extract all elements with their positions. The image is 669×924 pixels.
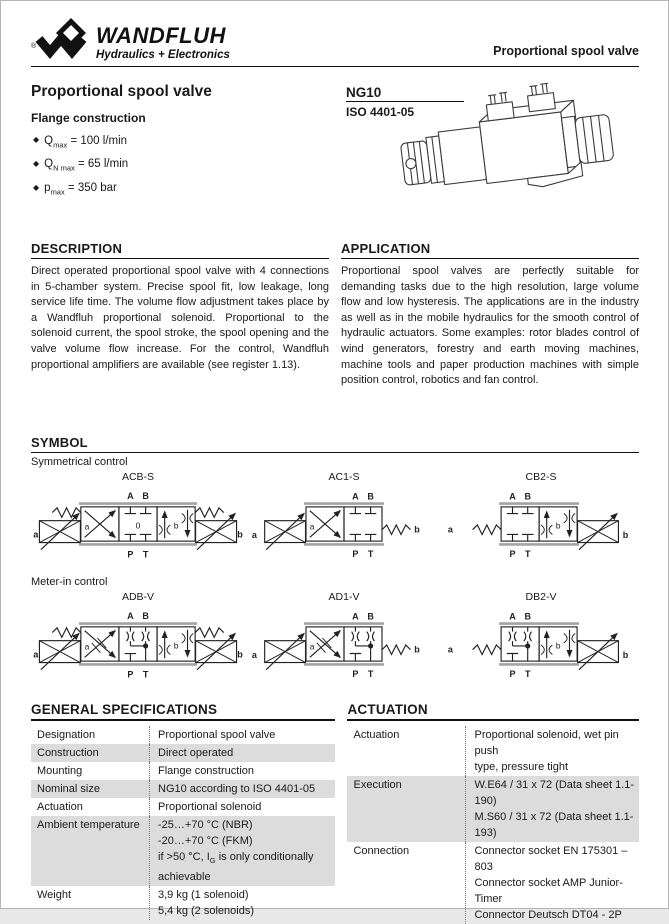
symbol-label: ADB-V (121, 591, 155, 603)
symbol-label: ACB-S (121, 471, 155, 483)
svg-text:a: a (33, 649, 39, 660)
spec-row (31, 762, 335, 780)
svg-text:b: b (622, 530, 629, 541)
description-body: Direct operated proportional spool valve with 4 connections in 5-chamber system. Precise spool fit, low leakage, long service life time. The volume flow adjustment takes place by a Wandfluh proportional solenoid. Proportional to the solenoid current, the spool stroke, the spool opening and the valve volume flow increase. For the control, Wandfluh proportional amplifiers are available (see register 1.13). (31, 265, 329, 371)
svg-text:A: A (352, 611, 359, 622)
svg-text:b: b (414, 644, 420, 655)
valve-photo-drawing (393, 71, 649, 195)
doc-title: Proportional spool valve (493, 44, 639, 58)
svg-text:a: a (447, 524, 453, 535)
svg-text:a: a (84, 641, 90, 652)
spec-row (31, 816, 335, 886)
svg-text:®: ® (31, 43, 37, 50)
spec-row (347, 776, 639, 842)
spec-value: NG10 according to ISO 4401-05 (149, 780, 335, 798)
symbol-row-symmetrical (31, 469, 639, 564)
general-specs-table (31, 726, 335, 920)
svg-text:a: a (33, 529, 39, 540)
description-section (31, 241, 329, 419)
brand-text (96, 22, 230, 62)
svg-text:P: P (127, 549, 134, 560)
svg-text:A: A (509, 491, 516, 502)
spec-value: Direct operated (149, 744, 335, 762)
svg-text:T: T (524, 549, 531, 560)
bullet-text: $Q_{max} = 100$ l/min (44, 134, 128, 149)
svg-text:B: B (142, 611, 149, 622)
intro-section (31, 79, 639, 227)
symbol-row-meter-in (31, 589, 639, 684)
svg-text:b: b (555, 640, 561, 651)
header (31, 11, 639, 61)
svg-text:P: P (352, 549, 359, 560)
svg-text:a: a (84, 521, 90, 532)
header-rule (31, 66, 639, 67)
svg-text:P: P (352, 669, 359, 680)
spec-label: Actuation (37, 801, 83, 813)
valve-symbol-ac1-s (249, 484, 439, 564)
spec-value: Proportional solenoid, wet pin push type, pressure tight (465, 726, 639, 776)
svg-text:b: b (173, 640, 179, 651)
symbol-section (31, 435, 639, 684)
svg-text:b: b (237, 529, 243, 540)
svg-text:T: T (367, 549, 374, 560)
spec-label: Ambient temperature (37, 819, 140, 831)
svg-text:A: A (127, 491, 134, 502)
svg-text:a: a (251, 530, 257, 541)
svg-text:a: a (251, 650, 257, 661)
diamond-bullet-icon: ◆ (33, 182, 40, 192)
svg-text:B: B (524, 491, 531, 502)
actuation-table (347, 726, 639, 924)
bullet-text: $Q_{N max} = 65$ l/min (44, 158, 129, 173)
svg-text:A: A (509, 611, 516, 622)
spec-label: Nominal size (37, 783, 100, 795)
svg-text:P: P (509, 549, 516, 560)
svg-text:b: b (555, 520, 561, 531)
symbol-cell (31, 589, 245, 684)
spec-value: Proportional solenoid (149, 798, 335, 816)
application-heading: APPLICATION (341, 241, 639, 259)
diamond-bullet-icon: ◆ (33, 158, 40, 168)
tables-section (31, 702, 639, 924)
spec-label: Mounting (37, 765, 83, 777)
svg-text:0: 0 (135, 520, 141, 531)
spec-label: Connection (353, 845, 410, 857)
spec-row (31, 798, 335, 816)
spec-row (31, 726, 335, 744)
spec-label: Actuation (353, 729, 400, 741)
bullet-item (31, 154, 346, 178)
svg-text:a: a (309, 641, 315, 652)
general-specs-heading: GENERAL SPECIFICATIONS (31, 702, 335, 721)
svg-text:A: A (127, 611, 134, 622)
svg-text:b: b (622, 650, 629, 661)
svg-text:T: T (367, 669, 374, 680)
spec-label: Construction (37, 747, 99, 759)
valve-symbol-ad1-v (249, 604, 439, 684)
svg-text:a: a (447, 644, 453, 655)
spec-row (347, 842, 639, 924)
symbol-heading: SYMBOL (31, 435, 639, 453)
symbol-cell (31, 469, 245, 564)
symbol-label: AC1-S (328, 471, 360, 483)
svg-text:T: T (524, 669, 531, 680)
spec-label: Execution (353, 779, 402, 791)
symbol-group-label: Meter-in control (31, 576, 108, 588)
spec-label: Designation (37, 729, 96, 741)
spec-value: 3,9 kg (1 solenoid) 5,4 kg (2 solenoids) (149, 886, 335, 920)
svg-text:B: B (524, 611, 531, 622)
svg-text:B: B (367, 491, 374, 502)
symbol-cell (443, 469, 639, 564)
svg-text:b: b (237, 649, 243, 660)
spec-value: W.E64 / 31 x 72 (Data sheet 1.1-190) M.S60 / 31 x 72 (Data sheet 1.1-193) (465, 776, 639, 842)
svg-text:B: B (142, 491, 149, 502)
symbol-label: CB2-S (525, 471, 557, 483)
spec-label: Weight (37, 889, 72, 902)
symbol-cell (443, 589, 639, 684)
spec-value: Flange construction (149, 762, 335, 780)
brand-logo (31, 17, 230, 61)
spec-row (347, 726, 639, 776)
valve-symbol-adb-v (31, 604, 245, 684)
valve-symbol-cb2-s (446, 484, 636, 564)
bullet-text: $p_{max} = 350$ bar (44, 182, 117, 197)
wandfluh-logo-icon (31, 17, 89, 61)
spec-row (31, 780, 335, 798)
intro-left (31, 79, 346, 227)
svg-text:a: a (309, 521, 315, 532)
bullet-item (31, 178, 346, 202)
svg-text:P: P (509, 669, 516, 680)
spec-bullets (31, 130, 346, 201)
product-subtitle: Flange construction (31, 111, 146, 125)
svg-text:b: b (173, 520, 179, 531)
intro-right (346, 79, 639, 227)
description-heading: DESCRIPTION (31, 241, 329, 259)
spec-row (31, 744, 335, 762)
actuation-heading: ACTUATION (347, 702, 639, 721)
text-columns (31, 241, 639, 419)
symbol-label: AD1-V (328, 591, 360, 603)
symbol-label: DB2-V (525, 591, 557, 603)
actuation-section (347, 702, 639, 924)
valve-symbol-db2-v (446, 604, 636, 684)
spec-value: -25…+70 °C (NBR) -20…+70 °C (FKM) if >50 °C, $I_G$ is only conditionally achievable (149, 816, 335, 886)
application-section (341, 241, 639, 419)
svg-text:P: P (127, 669, 134, 680)
diamond-bullet-icon: ◆ (33, 135, 40, 144)
svg-text:T: T (142, 549, 149, 560)
spec-value: Connector socket EN 175301 – 803 Connector socket AMP Junior-Timer Connector Deutsch DT04 - 2P (465, 842, 639, 924)
svg-text:B: B (367, 611, 374, 622)
symbol-cell (249, 469, 439, 564)
valve-symbol-acb-s (31, 484, 245, 564)
iso-standard-label: ISO 4401-05 (346, 105, 415, 119)
symbol-group-label: Symmetrical control (31, 456, 128, 468)
brand-tagline: Hydraulics + Electronics (96, 48, 230, 61)
svg-text:T: T (142, 669, 149, 680)
spec-row (31, 886, 335, 920)
brand-name: WANDFLUH (96, 22, 226, 48)
symbol-cell (249, 589, 439, 684)
svg-text:A: A (352, 491, 359, 502)
product-title: Proportional spool valve (31, 83, 212, 100)
general-specs-section (31, 702, 335, 924)
svg-text:b: b (414, 524, 420, 535)
spec-value: Proportional spool valve (149, 726, 335, 744)
nominal-size-label: NG10 (346, 85, 464, 102)
bullet-item (31, 130, 346, 154)
application-body: Proportional spool valves are perfectly suitable for demanding tasks due to the high resolution, large volume flow and low hysteresis. The applications are in the industry as well as in the mobile hydraulics for the smooth control of hydraulic actuators. Some examples: rotor blades control of wind generators, forestry and earth moving machines, machine tools and paper production machines with simple position control, robotics and fan control. (341, 265, 639, 387)
